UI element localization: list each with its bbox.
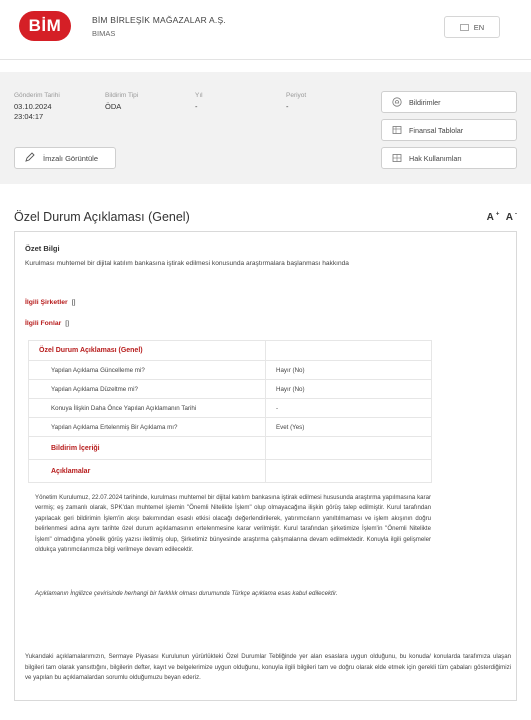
content-section-row — [29, 437, 432, 460]
table-header-row — [29, 341, 432, 361]
summary-text: Kurulması muhtemel bir dijital katılım bankasına iştirak edilmesi konusunda araştırmalara başlanması hakkında — [25, 260, 349, 267]
notifications-button[interactable] — [381, 91, 517, 113]
signed-view-label: İmzalı Görüntüle — [43, 153, 99, 163]
related-funds-value: [] — [65, 320, 70, 327]
language-label: EN — [473, 22, 485, 32]
year-value: - — [195, 102, 198, 111]
signed-view-button[interactable] — [14, 147, 116, 169]
year-group — [195, 92, 203, 112]
type-value: ÖDA — [105, 102, 122, 111]
pen-icon — [25, 152, 35, 164]
table-row — [29, 399, 432, 418]
period-value: - — [286, 102, 289, 111]
language-button[interactable] — [444, 16, 500, 38]
page-title: Özel Durum Açıklaması (Genel) — [14, 210, 190, 224]
financial-tables-label: Finansal Tablolar — [409, 125, 464, 135]
grid-icon — [392, 153, 402, 163]
related-companies-label: İlgili Şirketler — [25, 299, 68, 306]
font-decrease-button[interactable]: A- — [505, 212, 519, 224]
row-label: Yapılan Açıklama Ertelenmiş Bir Açıklama mı? — [29, 418, 266, 437]
type-label: Bildirim Tipi — [105, 92, 139, 99]
table-header: Özel Durum Açıklaması (Genel) — [29, 341, 266, 361]
related-companies — [25, 299, 75, 306]
rights-button[interactable] — [381, 147, 517, 169]
explanations-section-row — [29, 460, 432, 483]
period-label: Periyot — [286, 92, 307, 99]
row-value: Hayır (No) — [266, 361, 432, 380]
explanations-label: Açıklamalar — [29, 460, 266, 483]
company-name: BİM BİRLEŞİK MAĞAZALAR A.Ş. — [92, 15, 226, 25]
financial-tables-button[interactable] — [381, 119, 517, 141]
send-date-label: Gönderim Tarihi — [14, 92, 60, 99]
disclosure-content — [14, 231, 517, 701]
row-value: - — [266, 399, 432, 418]
table-icon — [392, 125, 402, 135]
explanation-note: Açıklamanın İngilizce çevirisinde herhangi bir farklılık olması durumunda Türkçe açıklama esas kabul edilecektir. — [35, 590, 338, 597]
send-date: 03.10.2024 — [14, 102, 52, 111]
font-size-controls — [487, 212, 519, 223]
related-companies-value: [] — [71, 299, 76, 306]
row-label: Yapılan Açıklama Güncelleme mi? — [29, 361, 266, 380]
row-label: Yapılan Açıklama Düzeltme mi? — [29, 380, 266, 399]
related-funds — [25, 320, 69, 327]
content-label: Bildirim İçeriği — [29, 437, 266, 460]
table-row — [29, 380, 432, 399]
table-row — [29, 418, 432, 437]
send-time: 23:04:17 — [14, 112, 44, 121]
disclosure-details-table — [28, 340, 432, 483]
period-group — [286, 92, 306, 112]
disclosure-info-bar — [0, 72, 531, 184]
year-label: Yıl — [195, 92, 203, 99]
related-funds-label: İlgili Fonlar — [25, 320, 62, 327]
type-group — [105, 92, 138, 112]
send-date-group — [14, 92, 60, 122]
row-value: Evet (Yes) — [266, 418, 432, 437]
company-info — [92, 15, 226, 38]
summary-title: Özet Bilgi — [25, 244, 60, 253]
font-increase-button[interactable]: A+ — [486, 212, 502, 224]
company-code: BIMAS — [92, 29, 116, 38]
explanation-text: Yönetim Kurulumuz, 22.07.2024 tarihinde, kurulması muhtemel bir dijital katılım bankasına iştirak edilmesi hususunda araştırma yapılmasına karar vermiş; eş zamanlı olarak, SPK'dan muhtemel işlemin "Önemli Nitelikte İşlem" olup olmayacağına ilişkin görüş talep edilmiştir. Kurul tarafından yapılacak geri bildirimin İşlem'in akışı bakımından esaslı etkisi olacağı değerlendirilerek, yatırımcıların yanıltılmaması ve işlem akışının doğru belirlenmesi adına aynı tarihte özel durum açıklamasının ertelenmesine karar verilmiştir. Kurul tarafından şirketimize İşlem'in "Önemli Nitelikte İşlem" olmadığına yönelik görüş yazısı iletilmiş olup, Şirketimiz bünyesinde araştırma çalışmalarına devam edilmektedir. Konuyla ilgili gelişmeler oldukça yatırımcılarımıza bilgi verilmeye devam edilecektir. — [35, 494, 431, 554]
notifications-label: Bildirimler — [409, 97, 441, 107]
company-logo[interactable]: BİM — [19, 11, 71, 41]
rights-label: Hak Kullanımları — [409, 153, 462, 163]
table-row — [29, 361, 432, 380]
disclaimer-text: Yukarıdaki açıklamalarımızın, Sermaye Piyasası Kurulunun yürürlükteki Özel Durumlar Tebliğinde yer alan esaslara uygun olduğunu, bu konuda/ konularda tarafımıza ulaşan bilgileri tam olarak yansıttığını, bilgilerin defter, kayıt ve belgelerimize uygun olduğunu, konuyla ilgili bilgileri tam ve doğru olarak elde etmek için gerekli tüm çabaları gösterdiğimizi ve yapılan bu açıklamalardan sorumlu olduğumuzu beyan ederiz. — [25, 653, 511, 682]
top-header — [0, 0, 531, 60]
bell-icon — [392, 97, 402, 107]
row-label: Konuya İlişkin Daha Önce Yapılan Açıklamanın Tarihi — [29, 399, 266, 418]
send-date-value — [14, 102, 60, 122]
flag-icon — [460, 24, 469, 31]
row-value: Hayır (No) — [266, 380, 432, 399]
